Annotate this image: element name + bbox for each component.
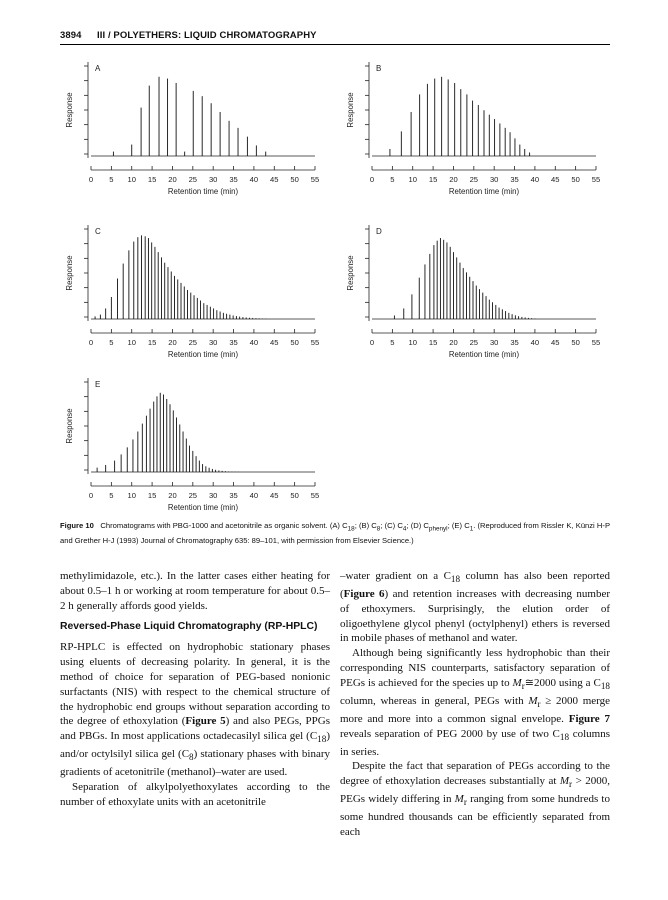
x-tick-label: 20 [449,175,458,184]
x-tick-label: 35 [510,175,519,184]
text-run: ) and/or octylsilyl silica gel (C [60,730,330,761]
caption-text-4: ; (D) C [406,521,429,530]
paragraph [340,569,610,646]
subscript: 8 [189,752,194,763]
paragraph: methylimidazole, etc.). In the latter cases either heating for about 0.5–1 h or working at room temperature for about 0.5–2 h generally affords good yields. [60,570,330,612]
x-tick-label: 25 [188,338,198,347]
caption-sub-5: 1 [469,525,474,533]
x-tick-label: 25 [469,338,479,347]
x-tick-label: 0 [369,175,375,184]
text-run: Although being significantly less hydrophobic than their corresponding NIS counterparts, satisfactory separation of PEGs is achieved for the species up to [340,647,610,689]
paragraph [340,646,610,759]
panel-letter: E [95,380,101,389]
molar-mass-symbol: M [512,676,522,689]
figure-reference: Figure 5 [185,715,226,728]
subscript: 18 [317,734,327,745]
x-tick-label: 50 [290,175,299,184]
text-run: RP-HPLC is effected on hydrophobic stationary phases using eluents of decreasing polarity. In general, it is the method of choice for separation of PEG-based nonionic surfactants (NIS) with respect to the chemical structure of the hydrophobic end groups without separation according to the degree of ethoxylation ( [60,641,330,728]
molar-mass-symbol: M [528,694,538,707]
caption-sub-4: phenyl [428,525,448,533]
figure-caption [60,520,610,546]
subscript: r [521,680,525,691]
x-tick-label: 30 [208,338,218,347]
text-run: ≅2000 using a C [524,676,601,689]
x-tick-label: 10 [408,338,417,347]
figure-reference: Figure 7 [568,712,610,725]
text-run: columns in series. [340,727,610,758]
x-tick-label: 0 [369,338,375,347]
caption-text-3: ; (C) C [380,521,403,530]
panel-letter: B [376,64,382,73]
chart-panel-d [346,225,600,359]
x-tick-label: 50 [571,175,580,184]
figure-reference: Figure 6 [343,587,385,600]
x-tick-label: 5 [109,491,114,500]
x-tick-label: 45 [551,175,560,184]
caption-label: Figure 10 [60,521,94,530]
x-tick-label: 45 [270,338,279,347]
caption-text-5: ; (E) C [447,521,470,530]
y-axis-label: Response [65,408,74,444]
y-axis-label: Response [65,255,74,291]
caption-text-1: Chromatograms with PBG-1000 and acetonitrile as organic solvent. (A) C [100,521,348,530]
panel-letter: A [95,64,101,73]
chart-panel-e [65,378,319,512]
x-tick-label: 30 [489,175,499,184]
x-axis-label: Retention time (min) [167,503,239,512]
x-tick-label: 45 [270,175,279,184]
x-tick-label: 40 [530,175,540,184]
x-tick-label: 10 [127,175,136,184]
molar-mass-symbol: M [454,793,464,806]
x-axis-label: Retention time (min) [448,350,520,359]
subscript: 18 [559,731,570,742]
chart-panel-a [65,62,319,196]
x-tick-label: 10 [408,175,417,184]
x-tick-label: 25 [188,175,198,184]
left-column [60,569,330,810]
x-tick-label: 25 [469,175,479,184]
x-tick-label: 0 [88,338,94,347]
x-tick-label: 20 [168,491,177,500]
x-tick-label: 40 [249,491,259,500]
x-tick-label: 50 [571,338,580,347]
caption-text-6: . (Reproduced from Rissler K, Künzi H-P and Grether H-J (1993) Journal of Chromatography 635: 89–101, with permission from Elsevier Science.) [60,521,611,545]
x-tick-label: 50 [290,338,299,347]
x-tick-label: 25 [188,491,198,500]
x-tick-label: 0 [88,175,94,184]
x-tick-label: 35 [510,338,519,347]
x-tick-label: 40 [530,338,540,347]
x-tick-label: 20 [168,175,177,184]
subscript: 18 [600,680,610,691]
y-axis-label: Response [346,255,355,291]
y-axis-label: Response [65,92,74,128]
caption-sub-2: 8 [376,525,381,533]
paragraph [60,640,330,780]
caption-sub-3: 4 [402,525,407,533]
text-run: ) and retention increases with decreasing number of ethoxymers. Surprisingly, the elution order of oligoethylene glycol phenyl (octylphenyl) ethers is reversed in mobile phases of methanol and water. [340,587,611,645]
running-title: III / POLYETHERS: LIQUID CHROMATOGRAPHY [97,30,317,41]
text-run: reveals separation of PEG 2000 by use of two C [340,727,560,740]
x-tick-label: 10 [127,338,136,347]
x-tick-label: 55 [310,175,320,184]
text-run: ) stationary phases with binary gradients of acetonitrile (methanol)–water are used. [60,748,330,779]
text-run: column, whereas in general, PEGs with [340,694,529,707]
chart-panel-b [346,62,600,196]
x-tick-label: 15 [147,491,157,500]
subscript: 18 [450,574,461,585]
x-tick-label: 50 [290,491,299,500]
x-tick-label: 10 [127,491,136,500]
caption-text-2: ; (B) C [354,521,377,530]
x-tick-label: 5 [390,175,395,184]
x-axis-label: Retention time (min) [167,187,239,196]
chart-panel-c [65,225,319,359]
x-tick-label: 35 [229,175,238,184]
x-tick-label: 15 [428,338,438,347]
text-run: ≥ 2000 merge more and more into a common signal envelope. [340,694,610,725]
x-tick-label: 15 [428,175,438,184]
section-heading: Reversed-Phase Liquid Chromatography (RP-HPLC) [60,621,318,633]
x-axis-label: Retention time (min) [448,187,520,196]
x-tick-label: 45 [551,338,560,347]
x-tick-label: 20 [168,338,177,347]
x-tick-label: 55 [591,338,601,347]
molar-mass-symbol: M [559,775,570,788]
text-run: ) and also PEGs, PPGs and PBGs. In most applications octadecasilyl silica gel (C [60,715,330,743]
text-run: Despite the fact that separation of PEGs according to the degree of ethoxylation decreases substantially at [340,760,610,788]
subscript: r [569,779,573,790]
caption-sub-1: 18 [347,525,355,533]
x-tick-label: 40 [249,338,259,347]
x-tick-label: 15 [147,338,157,347]
text-run: column has also been reported ( [340,570,610,600]
paragraph [340,759,610,839]
panel-letter: C [95,227,101,236]
x-tick-label: 15 [147,175,157,184]
x-tick-label: 30 [489,338,499,347]
x-tick-label: 35 [229,338,238,347]
x-tick-label: 30 [208,175,218,184]
y-axis-label: Response [346,92,355,128]
x-axis-label: Retention time (min) [167,350,239,359]
x-tick-label: 55 [591,175,601,184]
panel-letter: D [376,227,382,236]
x-tick-label: 5 [109,175,114,184]
text-run: > 2000, PEGs widely differing in [340,775,610,806]
x-tick-label: 55 [310,491,320,500]
x-tick-label: 55 [310,338,320,347]
x-tick-label: 40 [249,175,259,184]
x-tick-label: 45 [270,491,279,500]
x-tick-label: 0 [88,491,94,500]
subscript: r [537,698,541,709]
subscript: r [463,797,467,808]
x-tick-label: 5 [109,338,114,347]
page-number: 3894 [60,30,82,41]
x-tick-label: 35 [229,491,238,500]
x-tick-label: 20 [449,338,458,347]
x-tick-label: 5 [390,338,395,347]
paragraph: Separation of alkylpolyethoxylates according to the number of ethoxylate units with an acetonitrile [60,780,330,808]
text-run: ranging from some hundreds to some hundred thousands can be efficiently separated from each [340,793,610,838]
text-run: –water gradient on a C [340,570,451,582]
right-column [340,569,610,840]
x-tick-label: 30 [208,491,218,500]
